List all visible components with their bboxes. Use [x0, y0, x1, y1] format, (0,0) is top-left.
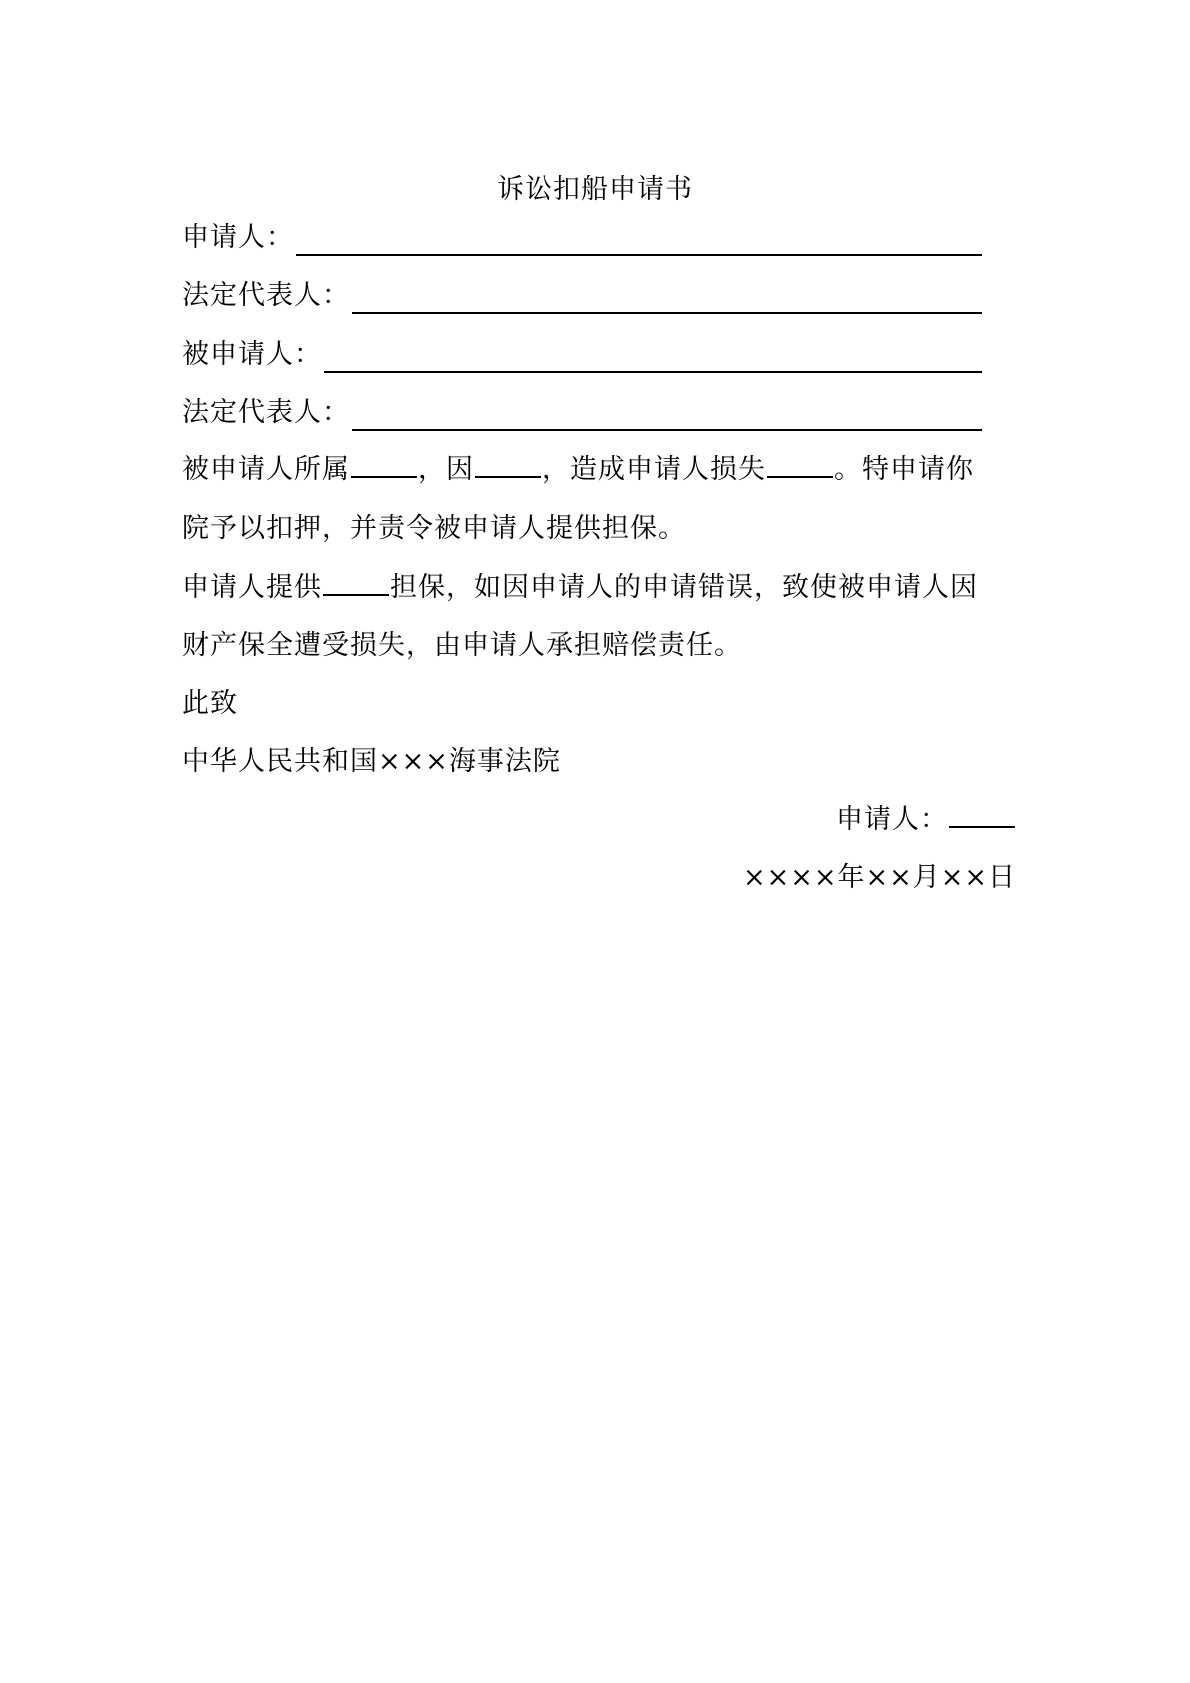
respondent-blank[interactable]: [324, 345, 982, 373]
applicant-field: [182, 220, 982, 256]
legal-rep-blank-2[interactable]: [352, 403, 982, 431]
signature-blank[interactable]: [949, 802, 1015, 828]
legal-rep-label-1: 法定代表人：: [182, 280, 350, 311]
p1-seg3: ，造成申请人损失: [542, 454, 766, 485]
legal-rep-blank-1[interactable]: [352, 286, 982, 314]
legal-rep-label-2: 法定代表人：: [182, 397, 350, 428]
court-name: 中华人民共和国×××海事法院: [182, 746, 561, 777]
legal-rep-field-1: [182, 278, 982, 314]
p1-seg1: 被申请人所属: [182, 454, 350, 485]
respondent-label: 被申请人：: [182, 339, 322, 370]
p2-seg1: 申请人提供: [182, 572, 322, 603]
signature-line: [836, 802, 1016, 838]
paragraph-2-line-1: [182, 570, 978, 606]
signature-label: 申请人：: [836, 804, 948, 835]
loss-blank[interactable]: [767, 452, 833, 478]
closing-text: 此致: [182, 688, 238, 719]
p1-seg4: 。特申请你: [834, 454, 974, 485]
legal-rep-field-2: [182, 395, 982, 431]
paragraph-1-line-2: 院予以扣押，并责令被申请人提供担保。: [182, 513, 686, 544]
paragraph-1-line-1: [182, 452, 974, 488]
p2-seg2: 担保，如因申请人的申请错误，致使被申请人因: [390, 572, 978, 603]
document-title: 诉讼扣船申请书: [497, 174, 693, 205]
respondent-field: [182, 337, 982, 373]
guarantee-blank[interactable]: [323, 570, 389, 596]
applicant-blank[interactable]: [296, 228, 982, 256]
applicant-label: 申请人：: [182, 222, 294, 253]
vessel-blank[interactable]: [351, 452, 417, 478]
paragraph-2-line-2: 财产保全遭受损失，由申请人承担赔偿责任。: [182, 630, 742, 661]
document-date: ××××年××月××日: [743, 862, 1016, 893]
cause-blank[interactable]: [475, 452, 541, 478]
p1-seg2: ，因: [418, 454, 474, 485]
